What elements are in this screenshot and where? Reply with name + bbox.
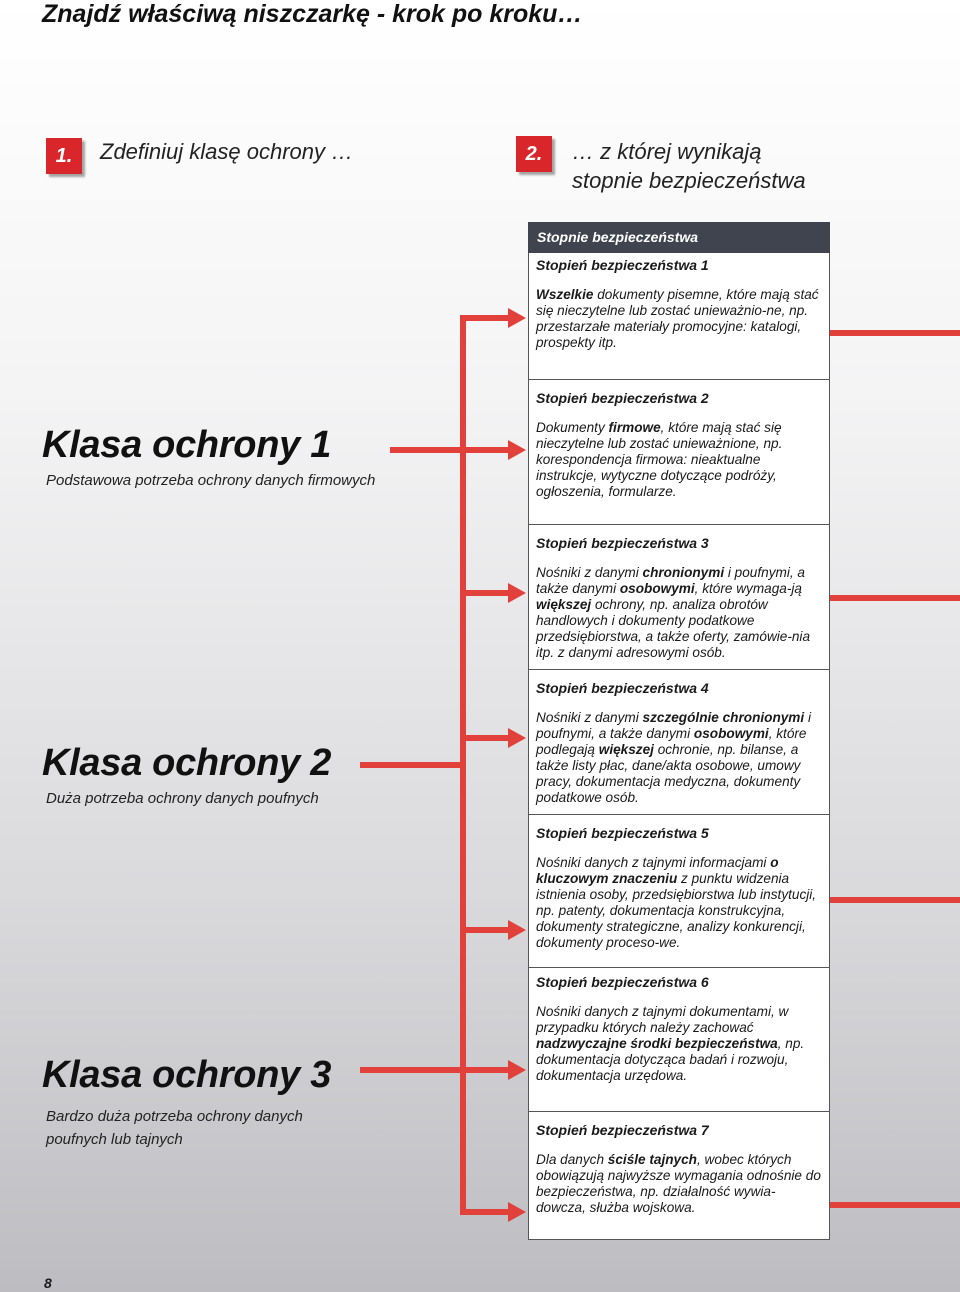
level-1-desc: Wszelkie dokumenty pisemne, które mają stać się nieczytelne lub zostać unieważnio-ne, np. przestarzałe materiały promocyjne: katalogi, prospekty itp. xyxy=(536,287,819,350)
class-3-subtitle-line1: Bardzo duża potrzeba ochrony danych xyxy=(46,1108,303,1125)
step-1-badge: 1. xyxy=(46,138,82,174)
step-2-text-line2: stopnie bezpieczeństwa xyxy=(572,168,806,193)
level-3-desc: Nośniki z danymi chronionymi i poufnymi, a także danymi osobowymi, które wymaga-ją większej ochrony, np. analiza obrotów handlowych i dokumenty podatkowe przedsiębiorstwa, a także oferty, zamówie-nia itp. z danymi adresowymi osób. xyxy=(536,565,811,660)
class-2-subtitle: Duża potrzeba ochrony danych poufnych xyxy=(46,790,319,807)
security-levels-table xyxy=(528,222,830,1240)
level-3 xyxy=(528,525,830,670)
level-5-title: Stopień bezpieczeństwa 5 xyxy=(536,825,709,841)
level-1-title: Stopień bezpieczeństwa 1 xyxy=(536,257,709,273)
class-3-title: Klasa ochrony 3 xyxy=(42,1054,332,1096)
level-5-desc: Nośniki danych z tajnymi informacjami o kluczowym znaczeniu z punktu widzenia istnienia osoby, przedsiębiorstwa lub instytucji, np. patenty, dokumentacja konstrukcyjna, dokumenty strategiczne, analizy konkurencji, dokumenty proceso-we. xyxy=(536,855,817,950)
class-1-subtitle: Podstawowa potrzeba ochrony danych firmowych xyxy=(46,472,376,489)
level-5 xyxy=(528,815,830,968)
level-3-title: Stopień bezpieczeństwa 3 xyxy=(536,535,709,551)
level-6-desc: Nośniki danych z tajnymi dokumentami, w przypadku których należy zachować nadzwyczajne środki bezpieczeństwa, np. dokumentacja dotycząca badań i rozwoju, dokumentacja urzędowa. xyxy=(536,1004,805,1083)
step-2-text-line1: … z której wynikają xyxy=(572,139,762,164)
class-1-title: Klasa ochrony 1 xyxy=(42,424,332,466)
level-7-title: Stopień bezpieczeństwa 7 xyxy=(536,1122,709,1138)
level-2-title: Stopień bezpieczeństwa 2 xyxy=(536,390,709,406)
class-2-title: Klasa ochrony 2 xyxy=(42,742,332,784)
level-4-title: Stopień bezpieczeństwa 4 xyxy=(536,680,709,696)
level-6 xyxy=(528,968,830,1112)
levels-header: Stopnie bezpieczeństwa xyxy=(528,222,830,253)
level-7-desc: Dla danych ściśle tajnych, wobec których obowiązują najwyższe wymagania odnośnie do bezpieczeństwa, np. działalność wywia-dowcza, służba wojskowa. xyxy=(536,1152,821,1215)
level-2 xyxy=(528,380,830,525)
step-1-text: Zdefiniuj klasę ochrony … xyxy=(100,139,354,164)
level-6-title: Stopień bezpieczeństwa 6 xyxy=(536,974,709,990)
page-title: Znajdź właściwą niszczarkę - krok po kroku… xyxy=(42,0,583,28)
level-2-desc: Dokumenty firmowe, które mają stać się nieczytelne lub zostać unieważnione, np. korespondencja firmowa: nieaktualne instrukcje, wytyczne dotyczące podróży, ogłoszenia, formularze. xyxy=(536,420,783,499)
step-2-badge: 2. xyxy=(516,136,552,172)
level-1 xyxy=(528,253,830,380)
page-number: 8 xyxy=(44,1275,52,1291)
level-4 xyxy=(528,670,830,815)
level-4-desc: Nośniki z danymi szczególnie chronionymi i poufnymi, a także danymi osobowymi, które podlegają większej ochronie, np. bilanse, a także listy płac, dane/akta osobowe, umowy pracy, dokumentacja medyczna, dokumenty podatkowe osób. xyxy=(536,710,811,805)
class-3-subtitle-line2: poufnych lub tajnych xyxy=(46,1131,183,1148)
level-7 xyxy=(528,1112,830,1240)
